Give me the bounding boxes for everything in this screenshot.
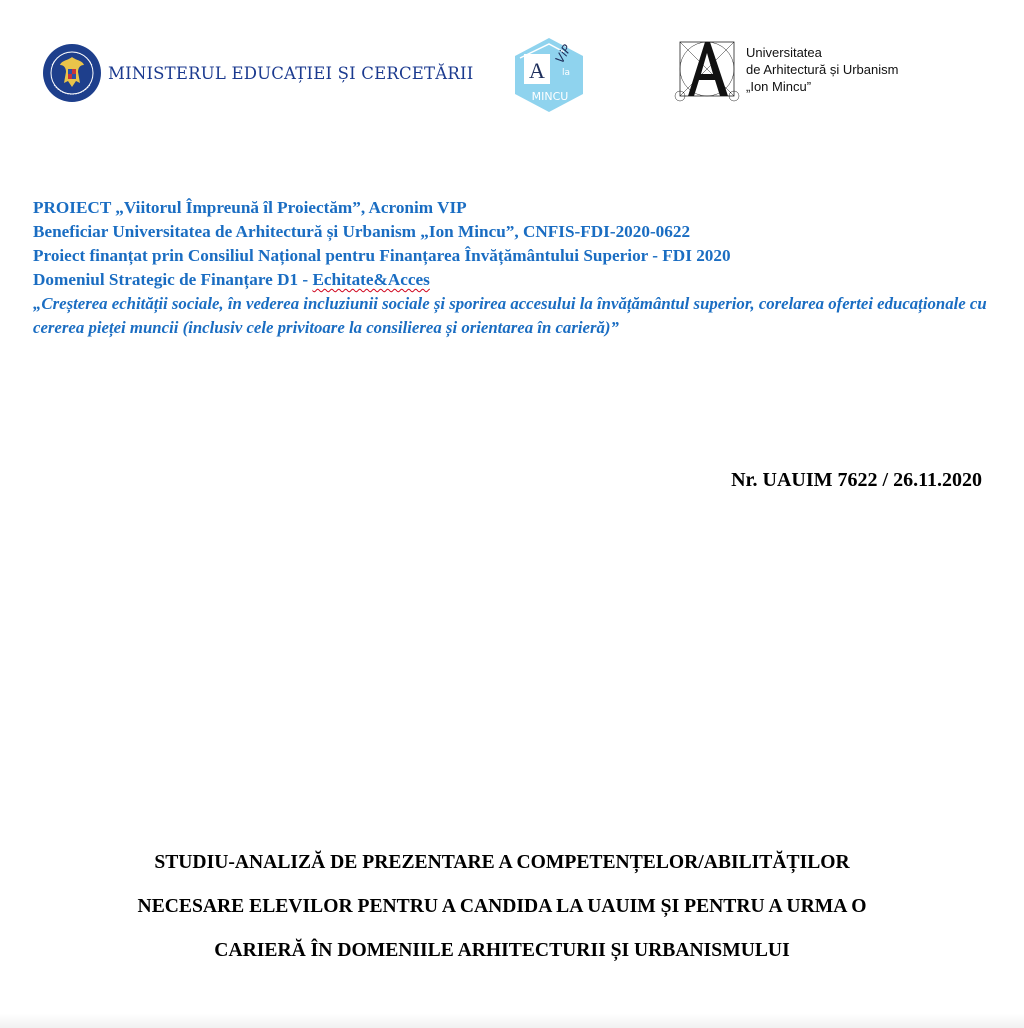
vip-logo-small: la [562, 68, 571, 78]
uauim-letter-a-icon [674, 36, 740, 102]
vip-logo-word: ViP [552, 42, 575, 66]
project-title: PROIECT „Viitorul Împreună îl Proiectăm”, Acronim VIP [33, 198, 467, 217]
document-title-line3: CARIERĂ ÎN DOMENIILE ARHITECTURII ȘI URBANISMULUI [214, 940, 790, 961]
document-title-line2: NECESARE ELEVILOR PENTRU A CANDIDA LA UAUIM ȘI PENTRU A URMA O [137, 896, 867, 917]
university-name-line1: Universitatea [746, 44, 822, 60]
university-name-line3: „Ion Mincu” [746, 78, 812, 94]
project-beneficiary: Beneficiar Universitatea de Arhitectură și Urbanism „Ion Mincu”, CNFIS-FDI-2020-0622 [33, 222, 691, 241]
project-strategic-domain [33, 268, 1003, 292]
vip-logo-caption: MINCU [531, 90, 569, 103]
project-funding: Proiect finanțat prin Consiliul Național pentru Finanțarea Învățământului Superior - FDI 2020 [33, 246, 731, 265]
ministry-name: MINISTERUL EDUCAȚIEI ȘI CERCETĂRII [108, 63, 474, 83]
document-title-line1: STUDIU-ANALIZĂ DE PREZENTARE A COMPETENȚELOR/ABILITĂȚILOR [154, 852, 850, 873]
page-bottom-edge [0, 1014, 1024, 1028]
svg-text:A: A [529, 58, 545, 83]
romania-government-seal-icon [42, 43, 102, 103]
project-objective-quote: „Creșterea echității sociale, în vederea incluziunii sociale și sporirea accesului la învățământul superior, corelarea ofertei educaționale cu cererea pieței muncii (inclusiv cele privitoare la consilierea și orientarea în carieră)” [33, 294, 987, 337]
university-name [746, 44, 898, 95]
document-reference-number: Nr. UAUIM 7622 / 26.11.2020 [731, 469, 982, 491]
ministry-logo [42, 43, 473, 103]
project-info [33, 196, 1003, 340]
document-title [30, 841, 974, 973]
uauim-logo [674, 36, 898, 102]
strategic-domain-prefix: Domeniul Strategic de Finanțare D1 - [33, 270, 313, 289]
university-name-line2: de Arhitectură și Urbanism [746, 61, 899, 77]
spellcheck-flagged-word: Echitate&Acces [312, 270, 430, 289]
